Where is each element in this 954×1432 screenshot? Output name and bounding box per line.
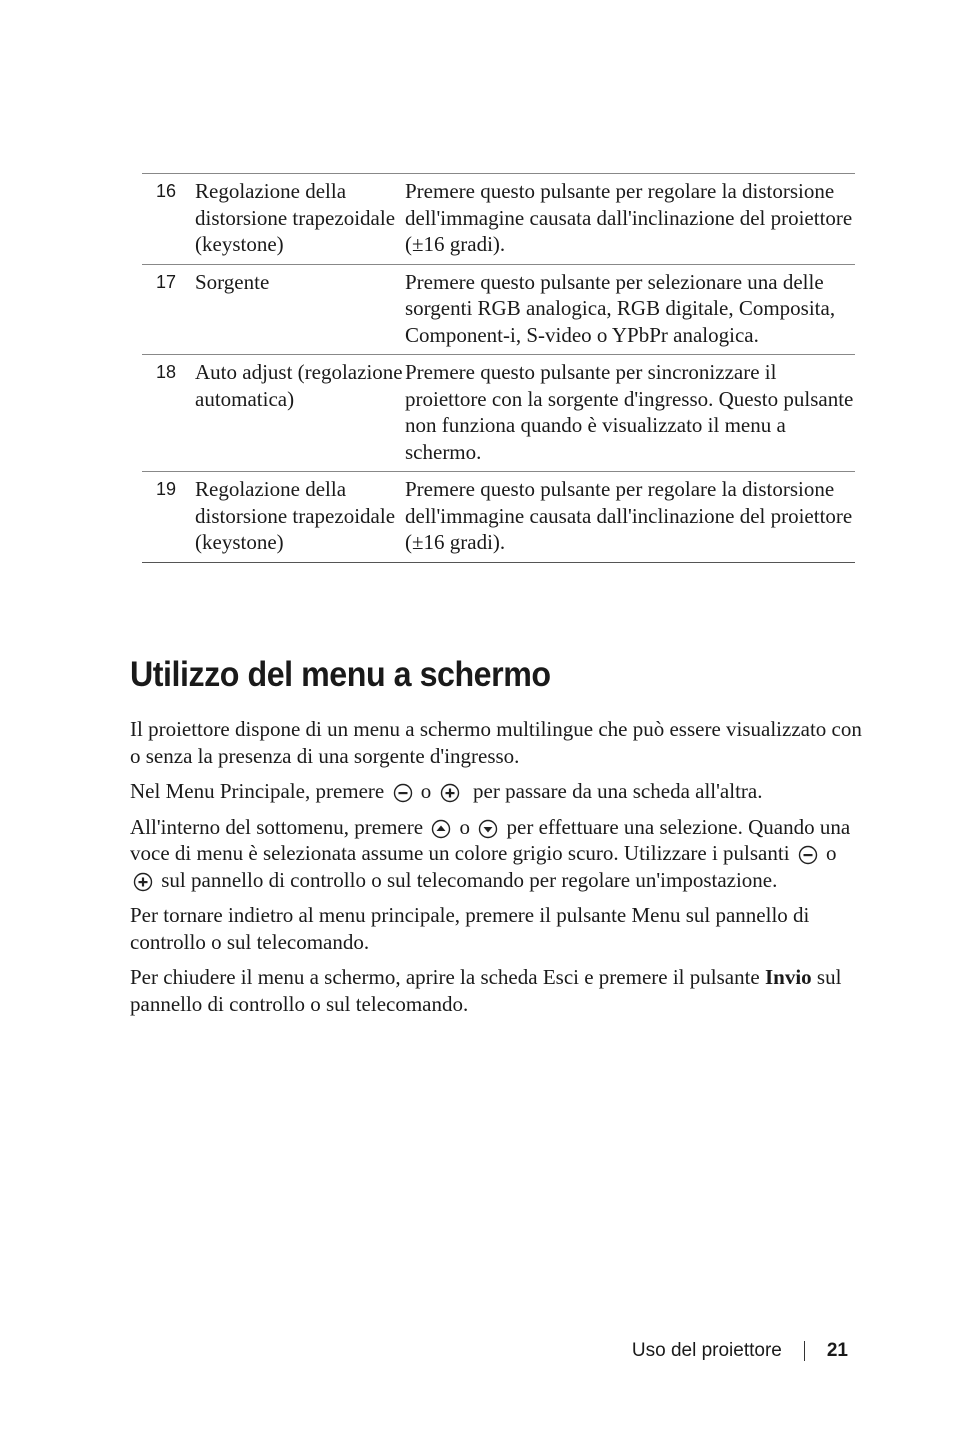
section-body — [130, 716, 865, 1026]
row-number: 18 — [156, 362, 177, 382]
text: o — [459, 814, 471, 839]
invio-label: Invio — [764, 965, 812, 989]
paragraph-intro: Il proiettore dispone di un menu a schermo multilingue che può essere visualizzato con o senza la presenza di una sorgente d'ingresso. — [130, 717, 862, 768]
chapter-title: Uso del proiettore — [631, 1340, 782, 1361]
button-table — [142, 173, 855, 563]
plus-button-icon — [440, 783, 460, 803]
page-number: 21 — [826, 1340, 848, 1361]
row-number: 17 — [156, 271, 177, 292]
button-description: Premere questo pulsante per selezionare una delle sorgenti RGB analogica, RGB digitale, Composita, Component-i, S-video o YPbPr analogica. — [405, 269, 836, 347]
text: sul pannello di controllo o sul telecomando. — [130, 965, 842, 1016]
plus-button-icon — [133, 872, 153, 892]
button-name: Auto adjust (regolazione automatica) — [195, 360, 403, 411]
page-footer — [632, 1340, 848, 1362]
text: Nel Menu Principale, premere — [130, 779, 385, 803]
button-description: Premere questo pulsante per regolare la distorsione dell'immagine causata dall'inclinazione del proiettore (±16 gradi). — [405, 179, 853, 256]
minus-button-icon — [393, 783, 413, 803]
paragraph-submenu — [130, 814, 865, 894]
paragraph-back: Per tornare indietro al menu principale, premere il pulsante Menu sul pannello di controllo o sul telecomando. — [130, 903, 810, 954]
button-description: Premere questo pulsante per sincronizzare il proiettore con la sorgente d'ingresso. Questo pulsante non funziona quando è visualizzato il menu a schermo. — [405, 360, 854, 464]
text: per effettuare una selezione. Quando una voce di menu è selezionata assume un colore grigio scuro. Utilizzare i pulsanti — [130, 814, 851, 865]
table-row — [142, 472, 855, 563]
up-button-icon — [431, 819, 451, 839]
text: Per chiudere il menu a schermo, aprire la scheda Esci e premere il pulsante — [130, 965, 760, 989]
text: o — [420, 779, 432, 803]
table-row — [142, 355, 855, 472]
button-name: Regolazione della distorsione trapezoidale (keystone) — [195, 179, 396, 256]
footer-divider — [804, 1341, 805, 1361]
table-row — [142, 174, 855, 265]
text: o — [826, 841, 837, 865]
down-button-icon — [478, 819, 498, 839]
minus-button-icon — [798, 845, 818, 865]
row-number: 16 — [156, 181, 177, 201]
paragraph-main-menu — [130, 778, 865, 805]
button-name: Sorgente — [195, 269, 270, 294]
text: per passare da una scheda all'altra. — [473, 779, 763, 803]
text: All'interno del sottomenu, premere — [130, 814, 424, 839]
paragraph-close — [130, 964, 865, 1017]
table-row — [142, 264, 855, 355]
section-title: Utilizzo del menu a schermo — [130, 655, 551, 694]
text: sul pannello di controllo o sul telecomando per regolare un'impostazione. — [161, 867, 778, 892]
button-table-container — [142, 173, 855, 563]
button-name: Regolazione della distorsione trapezoidale (keystone) — [195, 477, 396, 554]
button-description: Premere questo pulsante per regolare la distorsione dell'immagine causata dall'inclinazione del proiettore (±16 gradi). — [405, 477, 853, 554]
row-number: 19 — [156, 479, 177, 499]
